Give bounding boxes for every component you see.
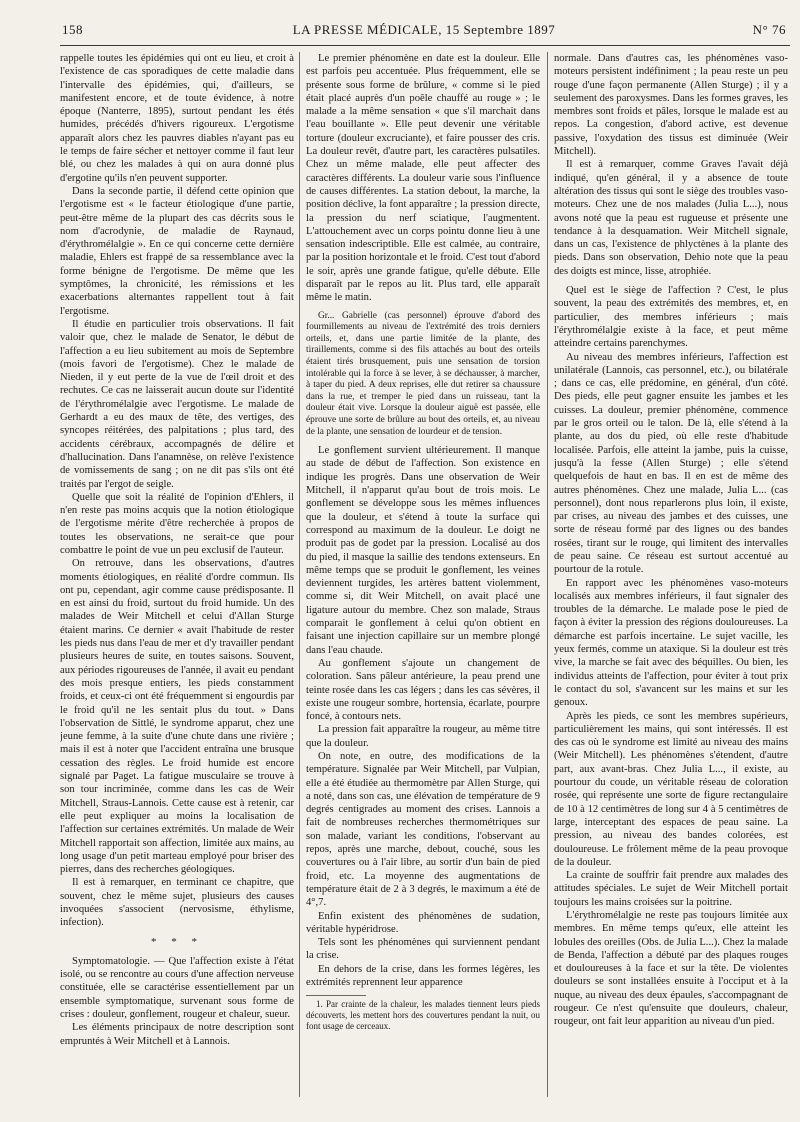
paragraph: Tels sont les phénomènes qui surviennent pendant la crise. <box>306 937 540 962</box>
column-divider <box>547 52 548 1097</box>
paragraph: Au gonflement s'ajoute un changement de coloration. Sans pâleur antérieure, la peau prend une teinte rosée dans les cas légers ; dans les cas sévères, il existe une rougeur sombre, hortensia, écarlate, pourpre foncé, à contours nets. <box>306 657 540 723</box>
paragraph: Il est à remarquer, en terminant ce chapitre, que souvent, chez le même sujet, plusieurs des causes invoquées s'associent (nervosisme, éthylisme, infection). <box>60 877 294 929</box>
paragraph: L'érythromélalgie ne reste pas toujours limitée aux membres. En même temps qu'eux, elle atteint les lobules des oreilles (Obs. de Julia L...). Chez la malade de Benda, l'affection a débuté par des plaques rouges et douloureuses à la face et sur la tête. De violentes douleurs se sont installées ensuite à l'occiput et à la nuque, au niveau des deux épaules, s'accompagnant de rougeur. Ce n'est qu'ensuite que douleurs, chaleur, rougeur, ont fait leur apparition au niveau d'un pied. <box>554 910 788 1028</box>
page-header <box>62 22 786 42</box>
page-number: 158 <box>62 22 83 37</box>
paragraph: Le premier phénomène en date est la douleur. Elle est parfois peu accentuée. Plus fréquemment, elle se présente sous forme de brûlure, « comme si le pied était placé auprès d'un poêle chauffé au rouge » ; le malade a la même sensation « que s'il marchait dans l'eau bouillante ». Elle peut devenir une véritable torture (douleur excruciante), et faire pousser des cris. La douleur revêt, d'autre part, les caractères pulsatiles. Chez un même malade, elle peut affecter des caractères différents. La douleur varie sous l'influence de causes différentes. La station debout, la marche, la position déclive, la font apparaître ; la pression directe, la pression du nerf sciatique, l'augmentent. L'attouchement avec un corps pointu donne lieu à une sensation indescriptible. Elle est calmée, au contraire, par la position horizontale et le froid. C'est tout d'abord le soir, après une grande fatigue, qu'elle débute. Elle disparaît par le repos au lit. Plus tard, elle apparaît même le matin. <box>306 53 540 304</box>
paragraph: La crainte de souffrir fait prendre aux malades des attitudes spéciales. Le sujet de Weir Mitchell portait toujours les mains croisées sur la poitrine. <box>554 870 788 908</box>
paragraph: Le gonflement survient ultérieurement. Il manque au stade de début de l'affection. Son existence en indique les progrès. Dans une observation de Weir Mitchell, il n'apparut qu'au bout de trois mois. Le gonflement se développe sous les mêmes influences que la douleur, et s'étend à toute la surface qui correspond au maximum de la douleur. Le doigt ne produit pas de godet par la pression. Localisé au dos du pied, il masque la saillie des tendons extenseurs. En même temps que se produit le gonflement, les veines deviennent turgides, les artères battent violemment, comme si, dit Weir Mitchell, on avait placé une ligature autour du membre. Chez son malade, Straus comparait le gonflement à celui qu'on obtient en faisant une injection capillaire sur un membre plongé dans l'eau chaude. <box>306 445 540 656</box>
footnote-rule <box>306 995 366 996</box>
paragraph: rappelle toutes les épidémies qui ont eu lieu, et croit à l'existence de cas sporadiques de cette maladie dans l'intervalle des épidémies, qui, d'ailleurs, se manifestent encore, et de toute évidence, à notre époque (Nanterre, 1895), surtout pendant les étés humides, précédés d'hivers rigoureux. L'ergotisme apparaît alors chez les pauvres diables n'ayant pas eu le temps de faire sécher et nettoyer comme il faut leur blé, ou chez les malades à qui on aura donné plus d'ergotine qu'ils n'en peuvent supporter. <box>60 53 294 184</box>
paragraph: En rapport avec les phénomènes vaso-moteurs localisés aux membres inférieurs, il faut signaler des troubles de la démarche. Le malade pose le pied de façon à éviter la pression des régions douloureuses. La démarche est parfois incertaine. Le sujet vacille, les yeux fermés, comme un ataxique. Si la douleur est très vive, la marche se fait avec des béquilles. Ou bien, les individus atteints de l'affection, pour éviter à tout prix le contact du sol, s'avancent sur les mains et sur les genoux. <box>554 577 788 709</box>
paragraph: La pression fait apparaître la rougeur, au même titre que la douleur. <box>306 724 540 749</box>
header-rule <box>60 45 790 46</box>
column-left <box>60 52 294 1112</box>
paragraph: normale. Dans d'autres cas, les phénomènes vaso-moteurs persistent indéfiniment ; la peau reste un peu rouge d'une façon permanente (Allen Sturge) ; il y a seulement des paroxysmes. Dans les formes graves, les membres sont froids et pâles, lorsque le malade est au repos. La congestion, d'abord active, est devenue passive, l'oxydation des tissus est diminuée (Weir Mitchell). <box>554 53 788 158</box>
column-middle <box>306 52 540 1112</box>
journal-title: LA PRESSE MÉDICALE, 15 Septembre 1897 <box>292 22 556 37</box>
column-right <box>554 52 788 1112</box>
paragraph: Quel est le siège de l'affection ? C'est, le plus souvent, la peau des extrémités des membres, et, en particulier, des membres inférieurs ; mais l'érythromélalgie existe à la face, et peut même atteindre certains parenchymes. <box>554 285 788 350</box>
paragraph: Il est à remarquer, comme Graves l'avait déjà indiqué, qu'en général, il y a absence de toute altération des tissus qui sont le siège des troubles vaso-moteurs. Chez une de nos malades (Julia L...), nous avons noté que la peau est rugueuse et présente une tendance à la desquamation. Weir Mitchell signale, dans un cas, l'existence de phlyctènes à la plante des pieds. Dans son observation, Dehio note que la peau des doigts est mince, lisse, atrophiée. <box>554 159 788 277</box>
issue-number: N° 76 <box>752 22 786 37</box>
section-heading-paragraph: Symptomatologie. — Que l'affection existe à l'état isolé, ou se rencontre au cours d'une affection nerveuse constituée, elle se caractérise essentiellement par un ensemble symptomatique, survenant sous forme de crises : douleur, gonflement, rougeur et chaleur, sueur. <box>60 955 294 1021</box>
paragraph: Les éléments principaux de notre description sont empruntés à Weir Mitchell et à Lannois. <box>60 1022 294 1047</box>
paragraph: Au niveau des membres inférieurs, l'affection est unilatérale (Lannois, cas personnel, etc.), ou bilatérale ; dans ce cas, elle prédomine, en général, d'un côté. Des pieds, elle peut gagner ensuite les jambes et les cuisses. La douleur, premier phénomène, commence par le gros orteil ou le talon. De là, elle s'étend à la plante, au dos du pied, où elle reste d'habitude localisée. Parfois, elle atteint la jambe, puis la cuisse, jusqu'à la fesse (Allen Sturge) ; elle s'étend quelquefois de haut en bas. Il en est de même des autres phénomènes. Chez une malade, Julia L... (cas personnel), dont nous reparlerons plus loin, il existe, par crises, au niveau des jambes et des cuisses, une sorte de réseau formé par des lignes ou des bandes rosées, tirant sur le rouge, qui limitent des intervalles de peau saine. Ce réseau est surtout accentué au pourtour de la rotule. <box>554 351 788 576</box>
paragraph: Il étudie en particulier trois observations. Il fait valoir que, chez le malade de Senator, le début de l'affection a eu lieu subitement au mois de Septembre (mois favori de l'ergotisme). Chez le malade de Nieden, il y eut perte de la vue de l'œil droit et des rechutes. Ce cas ne laisserait aucun doute sur l'identité de l'érythromélalgie avec l'ergotisme. Le malade de Gerhardt a eu des maux de tête, des vertiges, des syncopes réitérées, des palpitations ; plus tard, des accidents cérébraux, accompagnés de délire et d'hallucination. Dans l'anamnèse, on relève l'existence de vomissements de sang ; on ne dit pas s'ils ont été traités par l'ergot de seigle. <box>60 318 294 490</box>
paragraph: Dans la seconde partie, il défend cette opinion que l'ergotisme est « le facteur étiologique d'une partie, peut-être même de la plupart des cas décrits sous le nom d'acrodynie, de maladie de Raynaud, d'érythromélalgie ». En ce qui concerne cette dernière maladie, Ehlers est frappé de sa ressemblance avec la forme bénigne de l'ergotisme. De même que les symptômes, la chronicité, les rémissions et les exacerbations alternantes rappellent tout à fait l'ergotisme. <box>60 185 294 317</box>
paragraph: On retrouve, dans les observations, d'autres moments étiologiques, en réalité d'ordre commun. Ils ont pu, cependant, agir comme cause prédisposante. Il en est ainsi du froid, surtout du froid humide. Un des malades de Weir Mitchell et celui d'Allan Sturge étaient marins. Ce dernier « avait l'habitude de rester les pieds nus dans l'eau de mer et d'y travailler pendant plusieurs heures de suite, en toutes saisons. Souvent, aux périodes rigoureuses de l'année, il avait eu pendant des mois presque entiers, les pieds constamment froids, et ceux-ci ont été fréquemment si engourdis par le froid qu'il ne les sentait plus du tout. » Dans l'observation de Sittlé, le syndrome apparut, chez une jeune femme, à la suite d'une chute dans une rivière ; mais il est à noter que l'accident entraîna une brusque cessation des règles. Le froid humide est encore signalé par Paget. La fatigue musculaire se trouve à son tour incriminée, comme dans les cas de Weir Mitchell, Straus-Lannois. Cette cause est à retenir, car elle peut expliquer au moins la localisation de l'affection sur certaines extrémités. Un malade de Weir Mitchell rapportait son affection, limitée aux mains, au long usage d'un petit marteau employé pour briser des pierres, dans des recherches géologiques. <box>60 558 294 876</box>
column-divider <box>299 52 300 1097</box>
paragraph: On note, en outre, des modifications de la température. Signalée par Weir Mitchell, par Vulpian, elle a été étudiée au thermomètre par Allen Sturge, qui a noté, dans son cas, une élévation de température de 9 degrés centigrades au moment des crises. Lannois a fait de nombreuses recherches thermométriques sur son malade, variant les conditions, l'observant au repos, après une marche, debout, couché, sous les couvertures ou à l'air libre, au sortir d'un bain de pied froid, etc. La moyenne des augmentations de température était de 2 à 3 degrés, le maximum a été de 4°,7. <box>306 751 540 909</box>
paragraph: En dehors de la crise, dans les formes légères, les extrémités reprennent leur apparence <box>306 963 540 989</box>
paragraph: Après les pieds, ce sont les membres supérieurs, particulièrement les mains, qui sont intéressés. Il est des cas où le syndrome est limité au niveau des mains (Weir Mitchell). Les phénomènes s'étendent, d'autre part, aux avant-bras. Chez Julia L..., il existe, au pourtour du coude, un véritable réseau de coloration rosée, qui représente une sorte de figure rectangulaire de 10 à 12 centimètres de long sur 4 à 5 centimètres de large, interceptant des espaces de peau saine. La pression, au niveau des bandes colorées, est douloureuse. Le frôlement même de la peau provoque de la douleur. <box>554 710 788 868</box>
section-separator: * * * <box>151 935 203 948</box>
paragraph: Quelle que soit la réalité de l'opinion d'Ehlers, il n'en reste pas moins acquis que la notion étiologique de l'ergotisme mérite d'être recherchée à propos de toutes les observations, ne serait-ce que pour combattre le point de vue un peu exclusif de l'auteur. <box>60 491 294 556</box>
paragraph: Enfin existent des phénomènes de sudation, véritable hypéridrose. <box>306 910 540 935</box>
case-report: Gr... Gabrielle (cas personnel) éprouve d'abord des fourmillements au niveau de l'extrémité des trois derniers orteils, et, dans une partie limitée de la plante, des tiraillements, comme si des fils attachés au bout des orteils étaient tirés brusquement, puis une sensation de torsion intolérable qui la force à se lever, à se déchausser, à marcher, à taper du pied. A deux reprises, elle dut retirer sa chaussure dans la rue, et tremper le pied dans un ruisseau, tant la douleur était vive. Lorsque la douleur aiguë est passée, elle éprouve une sorte de brûlure au bout des orteils, et, au niveau de la plante, une sensation de lourdeur et de tension. <box>306 310 540 437</box>
footnote: 1. Par crainte de la chaleur, les malades tiennent leurs pieds découverts, les mettent hors des couvertures pendant la nuit, ou font usage de cerceaux. <box>306 999 540 1032</box>
